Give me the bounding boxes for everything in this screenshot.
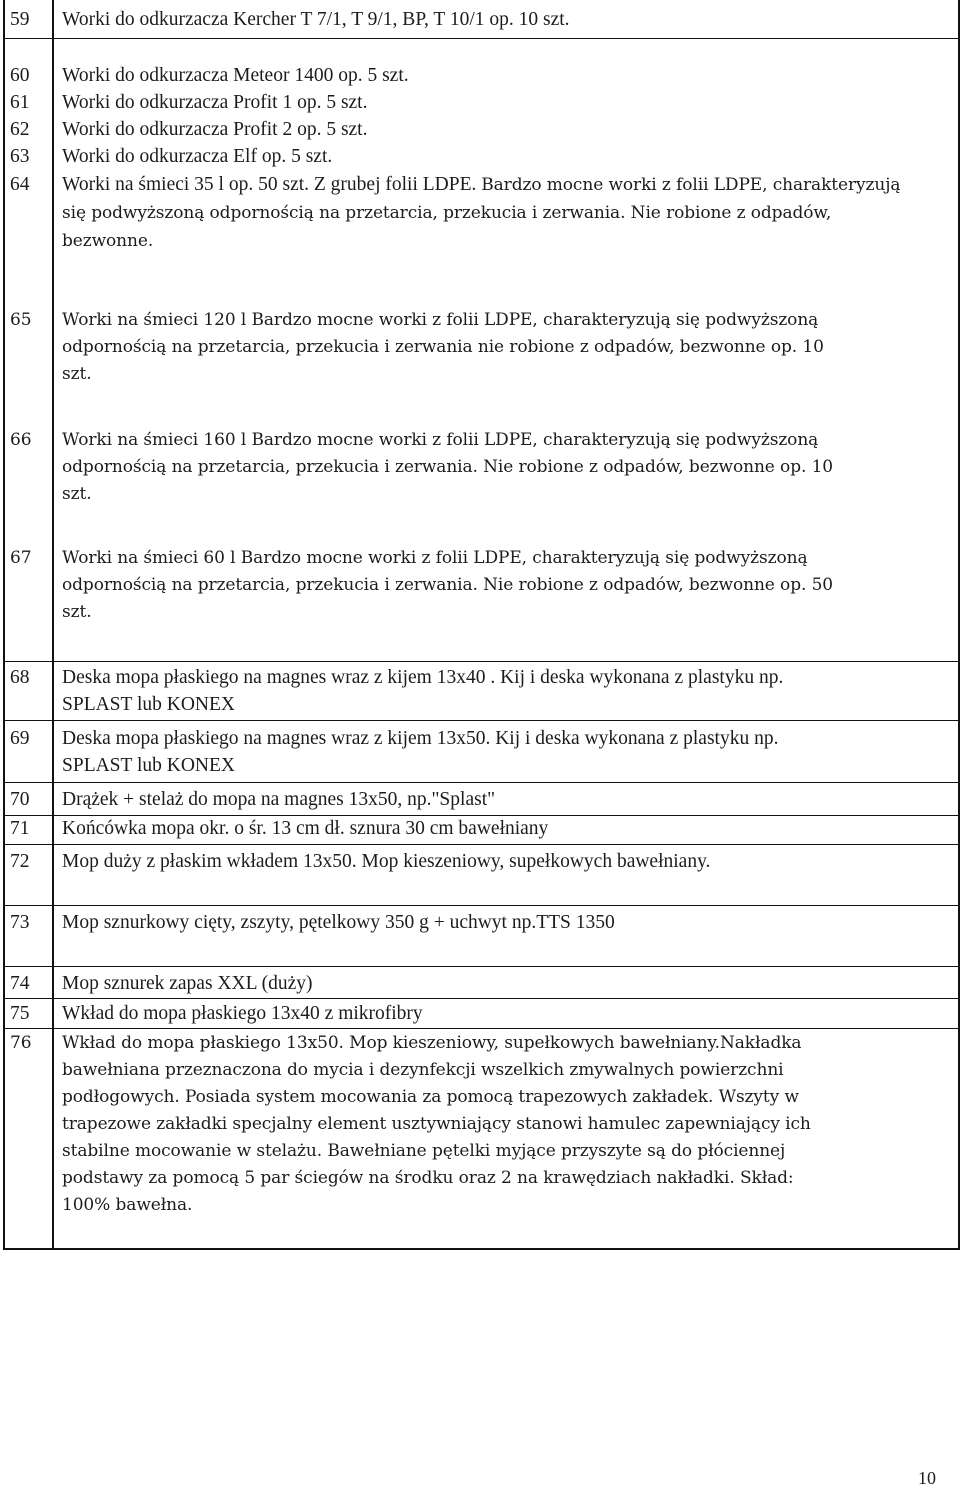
page-number: 10 <box>918 1468 936 1488</box>
item-number: 72 <box>10 851 30 872</box>
row-separator <box>3 720 960 721</box>
item-description-line: trapezowe zakładki specjalny element usztywniający stanowi hamulec zapewniający ich <box>62 1114 811 1134</box>
row-separator <box>3 998 960 999</box>
row-separator <box>3 1028 960 1029</box>
item-number: 69 <box>10 728 30 749</box>
item-description-line: szt. <box>62 364 92 384</box>
item-description-line: Worki na śmieci 160 l Bardzo mocne worki z folii LDPE, charakteryzują się podwyższoną <box>62 430 819 450</box>
item-number: 64 <box>10 174 30 195</box>
item-description-line: podstawy za pomocą 5 par ściegów na środku oraz 2 na krawędziach nakładki. Skład: <box>62 1168 794 1188</box>
row-separator <box>3 661 960 662</box>
item-description: Worki do odkurzacza Profit 1 op. 5 szt. <box>62 92 368 113</box>
item-number: 65 <box>10 310 32 330</box>
item-description-line: szt. <box>62 602 92 622</box>
row-separator <box>3 905 960 906</box>
row-separator <box>3 966 960 967</box>
item-description: Końcówka mopa okr. o śr. 13 cm dł. sznura 30 cm bawełniany <box>62 818 549 839</box>
item-number: 67 <box>10 548 32 568</box>
item-number: 60 <box>10 65 30 86</box>
item-description: Wkład do mopa płaskiego 13x40 z mikrofibry <box>62 1003 423 1024</box>
item-number: 75 <box>10 1003 30 1024</box>
item-description-line: Deska mopa płaskiego na magnes wraz z kijem 13x40 . Kij i deska wykonana z plastyku np. <box>62 667 784 688</box>
row-separator <box>3 782 960 783</box>
item-description: Mop sznurek zapas XXL (duży) <box>62 973 313 994</box>
item-number: 70 <box>10 789 30 810</box>
item-description-line: Worki na śmieci 120 l Bardzo mocne worki z folii LDPE, charakteryzują się podwyższoną <box>62 310 819 330</box>
item-description: Worki do odkurzacza Kercher T 7/1, T 9/1, BP, T 10/1 op. 10 szt. <box>62 9 570 30</box>
item-description: Mop sznurkowy cięty, zszyty, pętelkowy 350 g + uchwyt np.TTS 1350 <box>62 912 615 933</box>
item-description-line: podłogowych. Posiada system mocowania za pomocą trapezowych zakładek. Wszyty w <box>62 1087 799 1107</box>
item-number: 63 <box>10 146 30 167</box>
item-number: 59 <box>10 9 30 30</box>
item-number: 61 <box>10 92 30 113</box>
item-description: Worki do odkurzacza Meteor 1400 op. 5 szt. <box>62 65 409 86</box>
item-number: 74 <box>10 973 30 994</box>
item-number: 66 <box>10 430 32 450</box>
item-description-line: bawełniana przeznaczona do mycia i dezynfekcji wszelkich zmywalnych powierzchni <box>62 1060 784 1080</box>
item-description-line: stabilne mocowanie w stelażu. Bawełniane pętelki myjące przyszyte są do płóciennej <box>62 1141 786 1161</box>
item-description: Mop duży z płaskim wkładem 13x50. Mop kieszeniowy, supełkowych bawełniany. <box>62 851 711 872</box>
item-number: 68 <box>10 667 30 688</box>
item-description: Drążek + stelaż do mopa na magnes 13x50, np."Splast" <box>62 789 496 810</box>
item-description-line: Deska mopa płaskiego na magnes wraz z kijem 13x50. Kij i deska wykonana z plastyku np. <box>62 728 779 749</box>
item-number: 62 <box>10 119 30 140</box>
column-divider <box>52 0 54 1250</box>
item-description-line: odpornością na przetarcia, przekucia i zerwania nie robione z odpadów, bezwonne op. 10 <box>62 337 824 357</box>
item-number: 76 <box>10 1033 32 1053</box>
item-description: Worki do odkurzacza Profit 2 op. 5 szt. <box>62 119 368 140</box>
item-description-line: Wkład do mopa płaskiego 13x50. Mop kieszeniowy, supełkowych bawełniany.Nakładka <box>62 1033 802 1053</box>
item-description-line: SPLAST lub KONEX <box>62 694 235 715</box>
item-description <box>62 171 912 255</box>
item-description-line: SPLAST lub KONEX <box>62 755 235 776</box>
item-number: 71 <box>10 818 30 839</box>
row-separator <box>3 38 960 39</box>
item-description-part: Worki na śmieci 35 l op. 50 szt. Z grubej folii LDPE. <box>62 174 482 195</box>
item-description-line: Worki na śmieci 60 l Bardzo mocne worki z folii LDPE, charakteryzują się podwyższoną <box>62 548 808 568</box>
item-description-line: szt. <box>62 484 92 504</box>
item-description-part: Bardzo mocne worki z folii LDPE, charakteryzują się podwyższoną odpornością na przetarcia, przekucia i zerwania. Nie robione z odpadów, bezwonne. <box>62 175 901 251</box>
item-description: Worki do odkurzacza Elf op. 5 szt. <box>62 146 333 167</box>
item-description-line: 100% bawełna. <box>62 1195 193 1215</box>
item-description-line: odpornością na przetarcia, przekucia i zerwania. Nie robione z odpadów, bezwonne op. 50 <box>62 575 834 595</box>
item-description-line: odpornością na przetarcia, przekucia i zerwania. Nie robione z odpadów, bezwonne op. 10 <box>62 457 834 477</box>
row-separator <box>3 844 960 845</box>
item-number: 73 <box>10 912 30 933</box>
